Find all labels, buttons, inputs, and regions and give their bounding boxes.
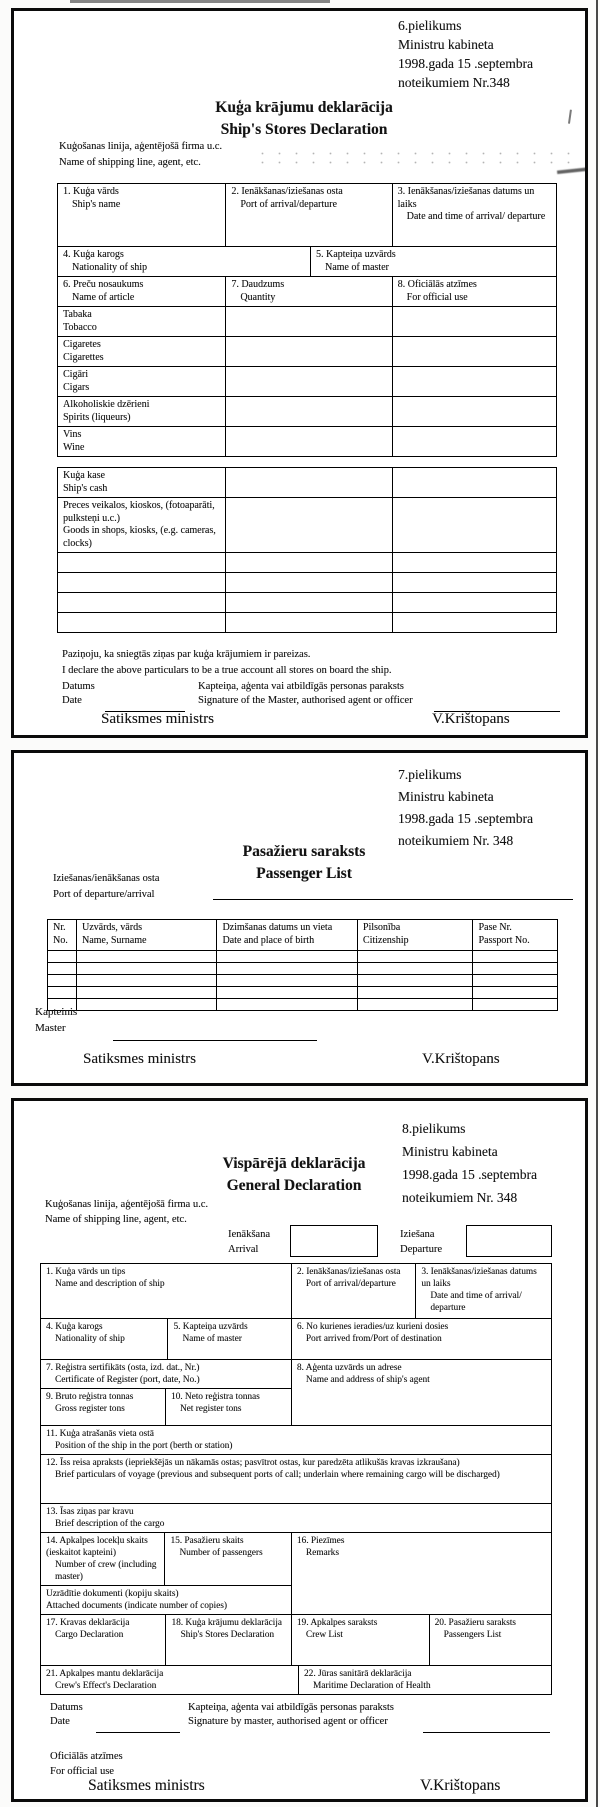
annex-line: Ministru kabineta — [402, 1144, 498, 1159]
arrival-checkbox — [290, 1225, 378, 1257]
form-title-lv: Kuģa krājumu deklarācija — [215, 99, 393, 116]
table-row — [41, 1532, 551, 1614]
input-cell — [48, 987, 76, 998]
input-cell — [225, 397, 391, 426]
field-port-from-to: 6. No kurienes ieradies/uz kurieni dosies Port arrived from/Port of destination — [291, 1319, 551, 1359]
table-row — [41, 1454, 551, 1503]
departure-checkbox — [466, 1225, 552, 1257]
field-label-lv: 2. Ienākšanas/iziešanas osta — [231, 186, 343, 197]
tonnage-row — [41, 1389, 291, 1425]
crew-documents-block — [41, 1533, 291, 1614]
input-cell — [48, 963, 76, 974]
input-cell — [216, 975, 356, 986]
input-cell — [225, 307, 391, 336]
field-label-lv: 5. Kapteiņa uzvārds — [315, 249, 396, 260]
article-label: Cigaretes Cigarettes — [63, 339, 104, 363]
input-cell — [225, 427, 391, 456]
scan-artifact — [254, 149, 574, 167]
signature-line — [423, 1732, 550, 1733]
form-title-en: Ship's Stores Declaration — [220, 121, 388, 138]
input-cell — [225, 468, 391, 497]
field-label-lv: 1. Kuģa vārds — [63, 186, 119, 197]
master-signature-line — [113, 1040, 317, 1041]
input-cell — [58, 613, 225, 632]
input-cell — [392, 427, 556, 456]
annex-line: noteikumiem Nr. 348 — [398, 833, 514, 848]
field-label-en: Nationality of ship — [72, 261, 147, 273]
official-use-label: Oficiālās atzīmes For official use — [50, 1751, 123, 1777]
field-label-lv: 8. Oficiālās atzīmes — [397, 279, 477, 290]
date-label: Datums Date — [50, 1702, 83, 1727]
field-register-certificate: 7. Reģistra sertifikāts (osta, izd. dat., Nr.) Certificate of Register (port, date, No.) — [41, 1360, 291, 1389]
minister-name: V.Krištopans — [432, 711, 510, 727]
arrival-label: Ienākšana Arrival — [228, 1229, 270, 1255]
field-label-lv: 7. Daudzums — [231, 279, 285, 290]
article-row-spirits — [58, 396, 556, 426]
field-label-en: Date and time of arrival/ departure — [406, 211, 546, 222]
minister-title: Satiksmes ministrs — [101, 711, 214, 727]
input-cell — [58, 553, 225, 572]
input-cell — [392, 573, 556, 592]
field-nationality — [58, 247, 310, 276]
field-nationality: 4. Kuģa karogs Nationality of ship — [46, 1322, 125, 1344]
port-line — [213, 899, 573, 900]
annex-line: 1998.gada 15 .septembra — [402, 1167, 537, 1182]
table-row — [48, 986, 557, 998]
table-row — [41, 1359, 551, 1425]
shipping-line-label — [45, 1197, 208, 1227]
shipping-line-label — [59, 139, 222, 170]
input-cell — [472, 987, 556, 998]
input-cell — [357, 951, 473, 962]
input-cell — [76, 963, 216, 974]
field-crew-count: 14. Apkalpes locekļu skaits (ieskaitot kapteini) Number of crew (including master) — [41, 1533, 165, 1585]
input-cell — [48, 951, 76, 962]
article-label: Tabaka Tobacco — [63, 309, 97, 333]
register-block — [41, 1360, 291, 1425]
field-date-time — [392, 184, 556, 246]
field-label-lv: 6. Preču nosaukums — [63, 279, 144, 290]
general-declaration-table — [40, 1263, 552, 1695]
input-cell — [48, 975, 76, 986]
goods-label: Preces veikalos, kioskos, (fotoaparāti, pulksteņi u.c.) Goods in shops, kiosks, (e.g. cameras, clocks) — [63, 500, 216, 549]
crew-passenger-row — [41, 1533, 291, 1585]
column-header-name: Uzvārds, vārds Name, Surname — [76, 920, 216, 950]
article-row-cigars — [58, 366, 556, 396]
input-cell — [76, 987, 216, 998]
column-header-citizenship: Pilsonība Citizenship — [357, 920, 473, 950]
input-cell — [216, 999, 356, 1010]
table-row — [41, 1425, 551, 1454]
field-voyage-particulars: 12. Īss reisa apraksts (iepriekšējās un nākamās ostas; pasvītrot ostas, kur paredzēta atlikušās kravas izkraušana) Brief particulars of voyage (previous and subsequent ports of call; underlain where remaining cargo will be discharged) — [46, 1458, 500, 1480]
form-title-lv: Pasažieru saraksts — [242, 843, 366, 860]
input-cell — [76, 999, 216, 1010]
signature-block — [50, 1701, 562, 1743]
field-ship-name-type: 1. Kuģa vārds un tips Name and description of ship — [46, 1267, 165, 1289]
input-cell — [225, 337, 391, 366]
input-cell — [392, 553, 556, 572]
table-row — [41, 1614, 551, 1665]
field-attached-documents: Uzrādītie dokumenti (kopiju skaits) Attached documents (indicate number of copies) — [41, 1585, 291, 1614]
form-title — [24, 97, 584, 141]
field-date-time: 3. Ienākšanas/iziešanas datums un laiks Date and time of arrival/ departure — [415, 1264, 551, 1318]
minister-title: Satiksmes ministrs — [83, 1051, 196, 1067]
input-cell — [392, 367, 556, 396]
field-label-en: Quantity — [240, 291, 276, 303]
input-cell — [225, 498, 391, 552]
field-remarks: 16. Piezīmes Remarks — [291, 1533, 551, 1614]
annex-line: 8.pielikums — [402, 1121, 466, 1136]
annex-note — [398, 16, 533, 92]
table-row — [58, 592, 556, 612]
table-row — [48, 950, 557, 962]
field-crew-effects: 21. Apkalpes mantu deklarācija Crew's Effect's Declaration — [46, 1669, 164, 1691]
port-block — [53, 871, 575, 902]
field-master-name — [310, 247, 556, 276]
input-cell — [357, 975, 473, 986]
shipping-line-en: Name of shipping line, agent, etc. — [59, 156, 201, 168]
signature-label: Kapteiņa, aģenta vai atbildīgās personas paraksts Signature of the Master, authorised agent or officer — [198, 681, 413, 706]
annex-line: 7.pielikums — [398, 767, 462, 782]
field-label-en: Name of article — [72, 291, 135, 303]
input-cell — [225, 613, 391, 632]
form-title — [109, 1153, 479, 1197]
field-label-en: For official use — [406, 291, 468, 303]
row-ships-cash — [58, 468, 556, 497]
table-row — [58, 184, 556, 246]
field-port-arrival-departure — [225, 184, 391, 246]
input-cell — [392, 397, 556, 426]
date-label: Datums Date — [62, 681, 95, 706]
input-cell — [357, 987, 473, 998]
minister-name: V.Krištopans — [420, 1777, 501, 1794]
column-header-article — [58, 277, 225, 306]
declaration-en: I declare the above particulars to be a true account all stores on board the ship. — [62, 664, 392, 676]
annex-line: noteikumiem Nr. 348 — [402, 1190, 518, 1205]
article-label: Cigāri Cigars — [63, 369, 90, 393]
input-cell — [58, 593, 225, 612]
input-cell — [392, 337, 556, 366]
table-row — [41, 1318, 551, 1359]
port-label: Iziešanas/ienākšanas osta Port of departure/arrival — [53, 873, 160, 900]
table-row — [48, 962, 557, 974]
declaration-lv: Paziņoju, ka sniegtās ziņas par kuģa krājumiem ir pareizas. — [62, 649, 311, 660]
input-cell — [392, 468, 556, 497]
field-passenger-list: 20. Pasažieru saraksts Passengers List — [429, 1615, 551, 1665]
form-title-en: Passenger List — [256, 865, 352, 882]
field-stores-declaration: 18. Kuģa krājumu deklarācija Ship's Stores Declaration — [165, 1615, 290, 1665]
annex-line: 1998.gada 15 .septembra — [398, 811, 533, 826]
input-cell — [76, 975, 216, 986]
field-ship-name — [58, 184, 225, 246]
annex-line: 6.pielikums — [398, 18, 462, 33]
field-cargo-declaration: 17. Kravas deklarācija Cargo Declaration — [46, 1618, 130, 1640]
input-cell — [76, 951, 216, 962]
column-header-quantity — [225, 277, 391, 306]
field-master-name: 5. Kapteiņa uzvārds Name of master — [167, 1319, 290, 1359]
departure-label: Iziešana Departure — [400, 1229, 442, 1255]
input-cell — [472, 951, 556, 962]
input-cell — [357, 963, 473, 974]
signature-label: Kapteiņa, aģenta vai atbildīgās personas paraksts Signature by master, authorised agent or officer — [188, 1702, 394, 1727]
form-title-en: General Declaration — [226, 1177, 362, 1194]
field-label-en: Name of master — [324, 261, 389, 273]
field-label-en: Port of arrival/departure — [240, 198, 337, 210]
minister-title: Satiksmes ministrs — [88, 1777, 205, 1794]
table-row — [58, 246, 556, 276]
field-port: 2. Ienākšanas/iziešanas osta Port of arrival/departure — [291, 1264, 415, 1318]
page-general-declaration — [11, 1098, 588, 1802]
cash-goods-table — [57, 467, 557, 633]
article-row-wine — [58, 426, 556, 456]
declaration-statement — [62, 647, 391, 678]
article-label: Alkoholiskie dzērieni Spirits (liqueurs) — [63, 399, 150, 423]
field-label-lv: 4. Kuģa karogs — [63, 249, 124, 260]
row-goods-shops — [58, 497, 556, 552]
column-header-official-use — [392, 277, 556, 306]
table-row — [58, 572, 556, 592]
field-label-en: Ship's name — [72, 198, 121, 210]
input-cell — [216, 951, 356, 962]
input-cell — [357, 999, 473, 1010]
input-cell — [392, 593, 556, 612]
date-line — [96, 1732, 180, 1733]
table-row — [48, 998, 557, 1010]
field-ship-position: 11. Kuģa atrašanās vieta ostā Position of the ship in the port (berth or station) — [46, 1429, 233, 1451]
input-cell — [472, 963, 556, 974]
annex-line: 1998.gada 15 .septembra — [398, 56, 533, 71]
field-gross-tons: 9. Bruto reģistra tonnas Gross register tons — [41, 1389, 166, 1425]
table-row — [41, 1503, 551, 1532]
minister-name: V.Krištopans — [422, 1051, 500, 1067]
input-cell — [392, 613, 556, 632]
input-cell — [225, 573, 391, 592]
input-cell — [225, 593, 391, 612]
field-health-declaration: 22. Jūras sanitārā deklarācija Maritime Declaration of Health — [298, 1666, 551, 1694]
input-cell — [58, 573, 225, 592]
input-cell — [392, 498, 556, 552]
article-label: Vins Wine — [63, 429, 85, 453]
input-cell — [472, 999, 556, 1010]
page-ships-stores-declaration — [11, 8, 588, 738]
stores-header-table — [57, 183, 557, 457]
column-header-passport: Pase Nr. Passport No. — [472, 920, 556, 950]
scan-artifact — [556, 155, 588, 185]
table-row — [41, 1665, 551, 1694]
form-title-lv: Vispārējā deklarācija — [222, 1155, 366, 1172]
table-row — [48, 974, 557, 986]
field-label-lv: 3. Ienākšanas/iziešanas datums un laiks — [397, 186, 535, 210]
input-cell — [225, 367, 391, 396]
page-passenger-list — [11, 750, 588, 1086]
passenger-table — [47, 919, 558, 1011]
input-cell — [472, 975, 556, 986]
article-row-tobacco — [58, 306, 556, 336]
shipping-line-lv: Kuģošanas linija, aģentējošā firma u.c. — [45, 1199, 208, 1210]
column-header-birth: Dzimšanas datums un vieta Date and place of birth — [216, 920, 356, 950]
input-cell — [392, 307, 556, 336]
ships-cash-label: Kuģa kase Ship's cash — [63, 470, 108, 494]
article-row-cigarettes — [58, 336, 556, 366]
input-cell — [216, 963, 356, 974]
table-row — [58, 276, 556, 306]
column-header-number: Nr. No. — [53, 922, 68, 946]
annex-line: noteikumiem Nr.348 — [398, 75, 510, 90]
header-row — [48, 920, 557, 950]
input-cell — [216, 987, 356, 998]
table-row — [58, 552, 556, 572]
master-label: Kapteinis Master — [35, 1006, 78, 1034]
field-net-tons: 10. Neto reģistra tonnas Net register tons — [170, 1392, 260, 1414]
annex-note — [398, 764, 533, 852]
shipping-line-en: Name of shipping line, agent, etc. — [45, 1214, 187, 1225]
annex-line: Ministru kabineta — [398, 789, 494, 804]
input-cell — [225, 553, 391, 572]
shipping-line-lv: Kuģošanas linija, aģentējošā firma u.c. — [59, 141, 222, 152]
field-cargo-description: 13. Īsas ziņas par kravu Brief description of the cargo — [46, 1507, 165, 1529]
annex-line: Ministru kabineta — [398, 37, 494, 52]
field-passenger-count: 15. Pasažieru skaits Number of passengers — [170, 1536, 263, 1558]
table-row — [58, 612, 556, 632]
field-crew-list: 19. Apkalpes saraksts Crew List — [291, 1615, 429, 1665]
field-agent-name-address: 8. Aģenta uzvārds un adrese Name and address of ship's agent — [291, 1360, 551, 1425]
table-row — [41, 1264, 551, 1318]
